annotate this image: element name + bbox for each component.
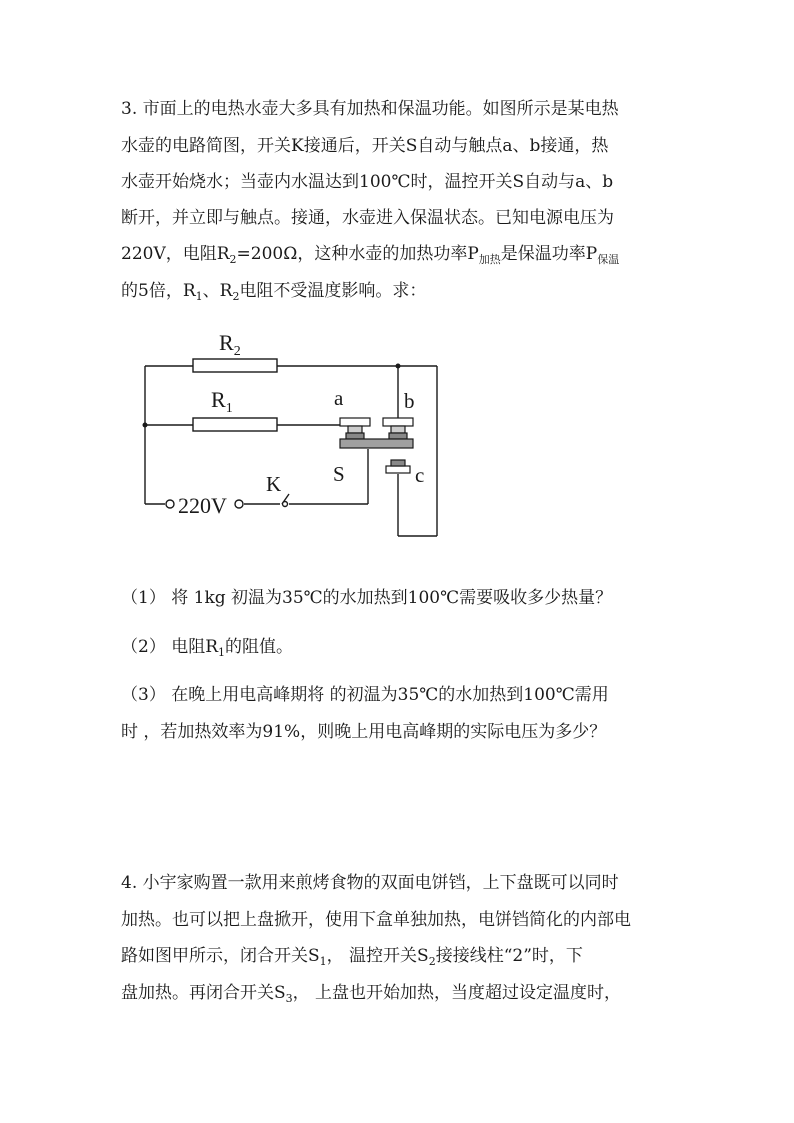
contact-a-top [340,418,370,426]
contact-a-pad [346,433,364,439]
label-b: b [404,389,415,413]
terminal [166,500,174,508]
contact-a-stem [348,426,362,433]
subscript: 2 [229,253,237,266]
text-span: （2） 电阻R [121,637,219,657]
q3-line-4: 断开，并立即与触点。接通，水壶进入保温状态。已知电源电压为 [121,208,614,228]
contact-b-pad [389,433,407,439]
terminal [283,502,288,507]
text-span: 路如图甲所示，闭合开关S [121,946,320,966]
subscript: 3 [285,992,293,1005]
subscript: 1 [218,646,226,659]
question-3-line-1: （3） 在晚上用电高峰期将 的初温为35℃的水加热到100℃需用 [121,685,609,705]
q4-line-1: 4. 小宇家购置一款用来煎烤食物的双面电饼铛，上下盘既可以同时 [121,873,619,893]
text-span: 、R [202,281,233,301]
text-span: 是保温功率P [500,244,598,264]
text-span: ， 上盘也开始加热，当度超过设定温度时， [292,983,622,1003]
circuit-diagram [135,330,445,545]
subscript: 2 [232,290,240,303]
contact-b-top [383,418,413,426]
q3-line-5 [121,244,619,266]
text-span: 220V，电阻R [121,244,230,264]
contact-b-stem [391,426,405,433]
junction-dot [143,423,148,428]
subscript: 保温 [597,253,620,266]
q4-line-4 [121,983,621,1005]
label-c: c [415,463,425,487]
label-r2: $R_2$ [219,330,241,359]
question-1: （1） 将 1kg 初温为35℃的水加热到100℃需要吸收多少热量？ [121,588,613,608]
question-2 [121,637,293,659]
text-span: 的5倍，R [121,281,196,301]
label-voltage: 220V [178,493,227,518]
text-span: 接接线柱“2”时，下 [435,946,583,966]
label-k: K [266,472,282,496]
text-span: 的阻值。 [225,637,294,657]
text-span: ， 温控开关S [326,946,429,966]
subscript: 2 [428,955,436,968]
text-span: =200Ω，这种水壶的加热功率P [236,244,479,264]
label-a: a [334,386,344,410]
terminal [235,500,243,508]
resistor-r2 [193,359,277,372]
text-span: 盘加热。再闭合开关S [121,983,286,1003]
q3-line-1: 3. 市面上的电热水壶大多具有加热和保温功能。如图所示是某电热 [121,99,619,119]
subscript: 1 [319,955,327,968]
q3-line-2: 水壶的电路简图，开关K接通后，开关S自动与触点a、b接通，热 [121,136,609,156]
contact-c-pad [391,460,405,466]
q4-line-3 [121,946,583,968]
subscript: 1 [195,290,203,303]
q4-line-2: 加热。也可以把上盘掀开，使用下盒单独加热，电饼铛简化的内部电 [121,910,631,930]
question-3-line-2: 时 ，若加热效率为91%，则晚上用电高峰期的实际电压为多少？ [121,722,607,742]
q3-line-3: 水壶开始烧水；当壶内水温达到100℃时，温控开关S自动与a、b [121,172,614,192]
q3-line-6 [121,281,426,303]
switch-s-bar [340,439,413,448]
label-s: S [333,462,345,486]
contact-c-top [386,466,410,473]
resistor-r1 [193,418,277,431]
label-r1: $R_1$ [211,387,233,416]
subscript: 加热 [478,253,501,266]
junction-dot [396,364,401,369]
text-span: 电阻不受温度影响。求： [239,281,427,301]
